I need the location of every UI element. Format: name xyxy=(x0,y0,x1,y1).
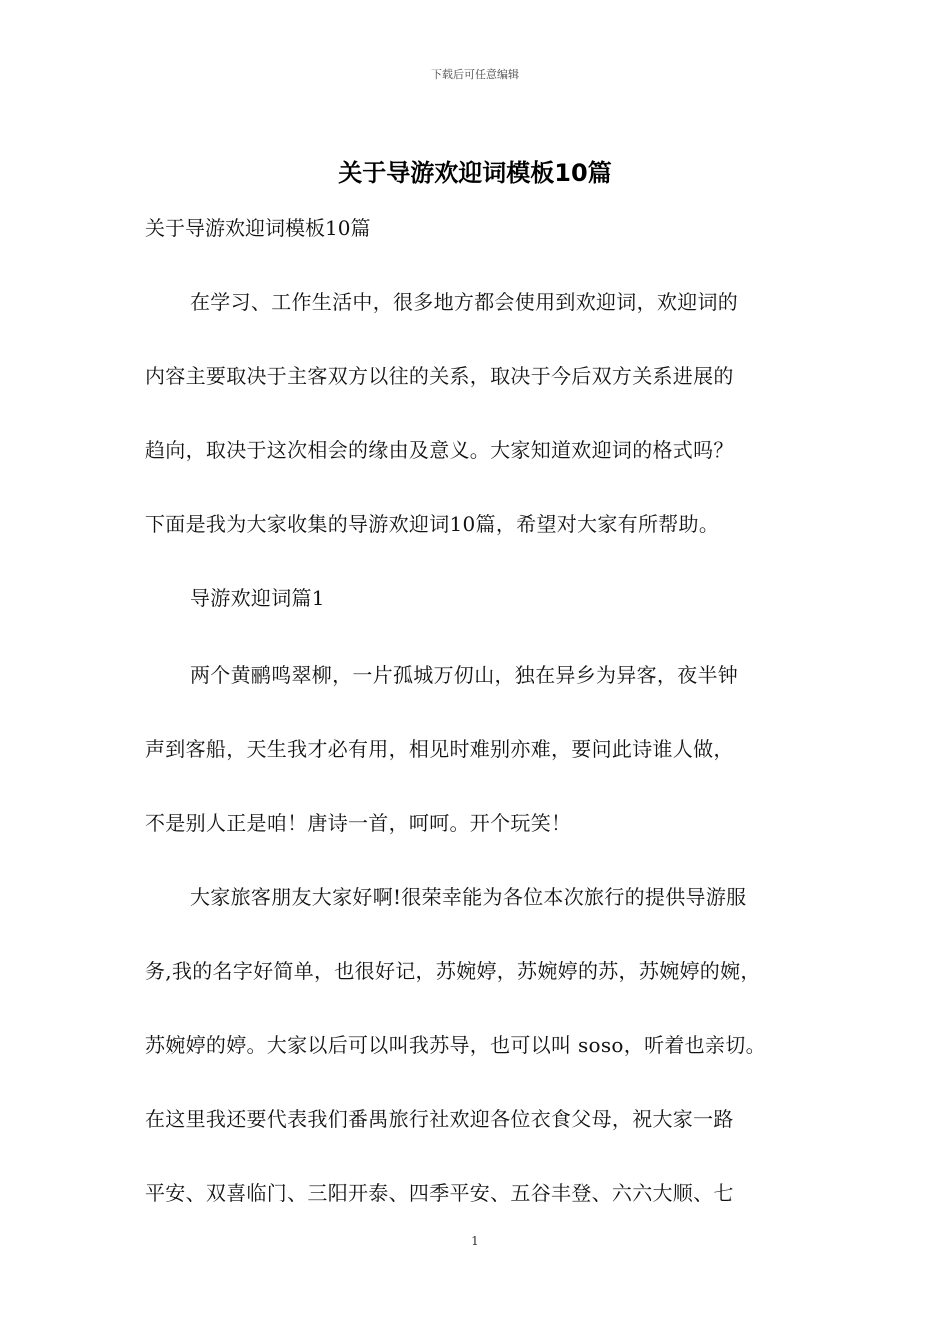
paragraph-line: 不是别人正是咱！唐诗一首，呵呵。开个玩笑！ xyxy=(145,811,572,835)
page-header-note: 下载后可任意编辑 xyxy=(431,68,519,81)
page-number: 1 xyxy=(471,1234,479,1248)
paragraph-line: 大家旅客朋友大家好啊!很荣幸能为各位本次旅行的提供导游服 xyxy=(190,885,747,909)
paragraph-line: 苏婉婷的婷。大家以后可以叫我苏导，也可以叫 soso，听着也亲切。 xyxy=(145,1033,766,1057)
paragraph-line: 趋向，取决于这次相会的缘由及意义。大家知道欢迎词的格式吗？ xyxy=(145,438,734,462)
document-subtitle: 关于导游欢迎词模板10篇 xyxy=(145,216,371,240)
paragraph-line: 平安、双喜临门、三阳开泰、四季平安、五谷丰登、六六大顺、七 xyxy=(145,1181,734,1205)
paragraph-line: 务,我的名字好简单，也很好记，苏婉婷，苏婉婷的苏，苏婉婷的婉， xyxy=(145,959,761,983)
paragraph-line: 在学习、工作生活中，很多地方都会使用到欢迎词，欢迎词的 xyxy=(190,290,739,314)
paragraph-line: 下面是我为大家收集的导游欢迎词10篇，希望对大家有所帮助。 xyxy=(145,512,720,536)
paragraph-line: 声到客船，天生我才必有用，相见时难别亦难，要问此诗谁人做， xyxy=(145,737,734,761)
document-title: 关于导游欢迎词模板10篇 xyxy=(338,159,612,187)
paragraph-line: 在这里我还要代表我们番禺旅行社欢迎各位衣食父母，祝大家一路 xyxy=(145,1107,734,1131)
paragraph-line: 两个黄鹂鸣翠柳，一片孤城万仞山，独在异乡为异客，夜半钟 xyxy=(190,663,739,687)
section-heading: 导游欢迎词篇1 xyxy=(190,586,325,610)
paragraph-line: 内容主要取决于主客双方以往的关系，取决于今后双方关系进展的 xyxy=(145,364,734,388)
